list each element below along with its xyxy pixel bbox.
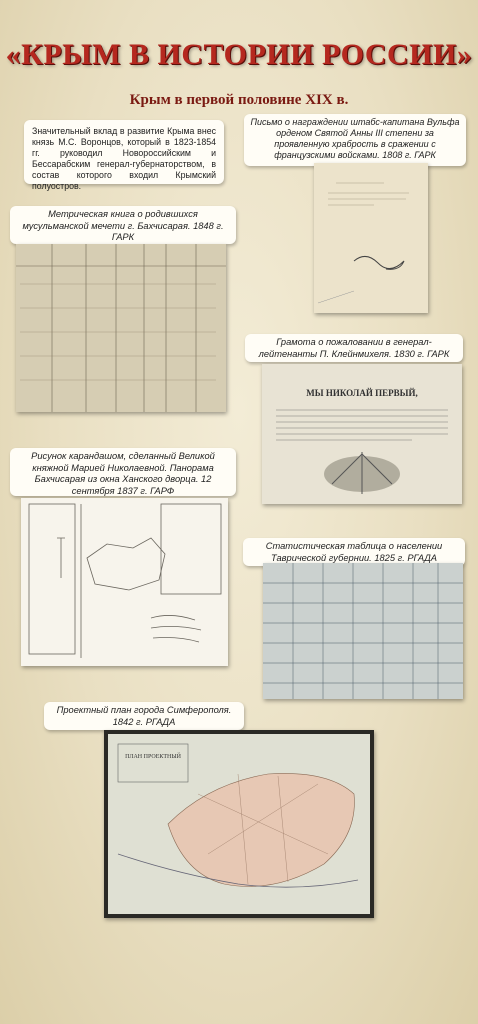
- caption-metric-book: Метрическая книга о родившихся мусульманской мечети г. Бахчисарая. 1848 г. ГАРК: [10, 206, 236, 244]
- exhibit-subtitle: Крым в первой половине XIX в.: [129, 92, 349, 108]
- drawing-image: [21, 498, 228, 666]
- caption-drawing: Рисунок карандашом, сделанный Великой княжной Марией Николаевной. Панорама Бахчисарая из окна Ханского дворца. 12 сентября 1837 г. ГАРФ: [10, 448, 236, 496]
- intro-text: Значительный вклад в развитие Крыма внес князь М.С. Воронцов, который в 1823-1854 гг. руководил Новороссийским и Бессарабским генерал-губернаторством, в состав которого входил Крымский полуостров.: [24, 120, 224, 184]
- stat-table-image: [263, 563, 463, 699]
- caption-stat-table: Статистическая таблица о населении Таврической губернии. 1825 г. РГАДА: [243, 538, 465, 566]
- plan-image: [104, 730, 374, 918]
- gramota-heading: МЫ НИКОЛАЙ ПЕРВЫЙ,: [306, 388, 418, 398]
- plan-title: ПЛАН ПРОЕКТНЫЙ: [125, 754, 181, 760]
- exhibit-title: «КРЫМ В ИСТОРИИ РОССИИ»: [5, 38, 473, 71]
- metric-book-image: [16, 244, 226, 412]
- caption-gramota: Грамота о пожаловании в генерал-лейтенанты П. Клейнмихеля. 1830 г. ГАРК: [245, 334, 463, 362]
- caption-plan: Проектный план города Симферополя. 1842 г. РГАДА: [44, 702, 244, 730]
- gramota-image: [262, 364, 462, 504]
- caption-letter: Письмо о награждении штабс-капитана Вульфа орденом Святой Анны III степени за проявленную храбрость в сражении с французскими войсками. 1808 г. ГАРК: [244, 114, 466, 166]
- letter-image: [314, 163, 428, 313]
